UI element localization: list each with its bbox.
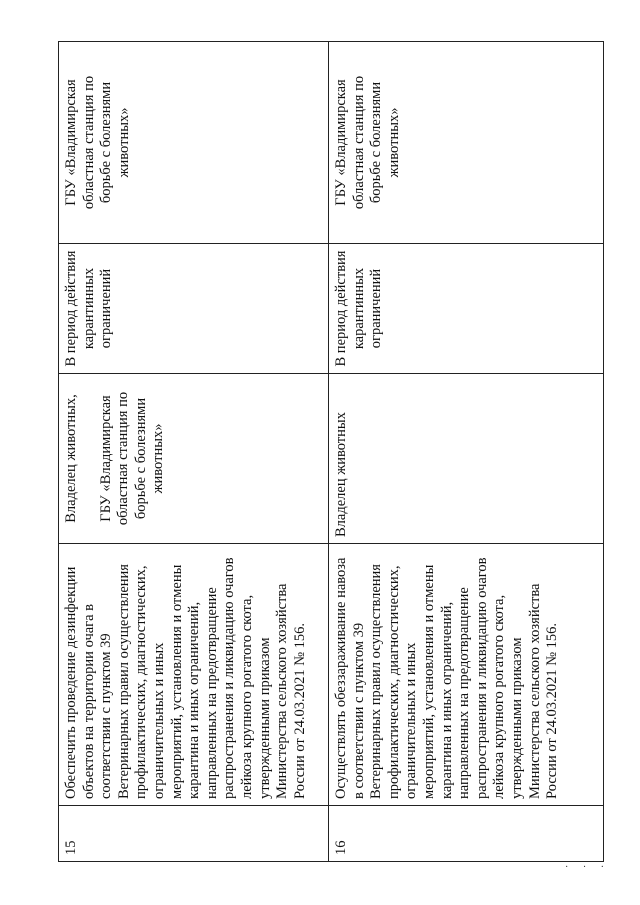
responsible-cell: ГБУ «Владимирская областная станция по борьбе с болезнями животных» (59, 42, 329, 244)
executor-cell: Владелец животных, ГБУ «Владимирская областная станция по борьбе с болезнями животных» (59, 374, 329, 544)
measures-table (58, 41, 604, 862)
measure-text: Осуществлять обеззараживание навоза в соответствии с пунктом 39 Ветеринарных правил осуществления профилактических, диагностических, ограничительных и иных мероприятий, установления и отмены карантина и иных ограничений, направленных на предотвращение распространения и ликвидацию очагов лейкоза крупного рогатого скота, утвержденными приказом Министерства сельского хозяйства России от 24.03.2021 № 156. (329, 544, 604, 806)
measure-text: Обеспечить проведение дезинфекции объектов на территории очага в соответствии с пунктом 39 Ветеринарных правил осуществления профилактических, диагностических, ограничительных и иных мероприятий, установления и отмены карантина и иных ограничений, направленных на предотвращение распространения и ликвидацию очагов лейкоза крупного рогатого скота, утвержденными приказом Министерства сельского хозяйства России от 24.03.2021 № 156. (59, 544, 329, 806)
period-cell: В период действия карантинных ограничений (59, 244, 329, 374)
scan-marks: · · · (565, 862, 610, 873)
period-cell: В период действия карантинных ограничений (329, 244, 604, 374)
table-row (329, 42, 604, 862)
table-row (59, 42, 329, 862)
executor-cell: Владелец животных (329, 374, 604, 544)
row-number: 15 (59, 806, 329, 862)
rotated-page-frame (58, 42, 603, 862)
responsible-cell: ГБУ «Владимирская областная станция по борьбе с болезнями животных» (329, 42, 604, 244)
row-number: 16 (329, 806, 604, 862)
